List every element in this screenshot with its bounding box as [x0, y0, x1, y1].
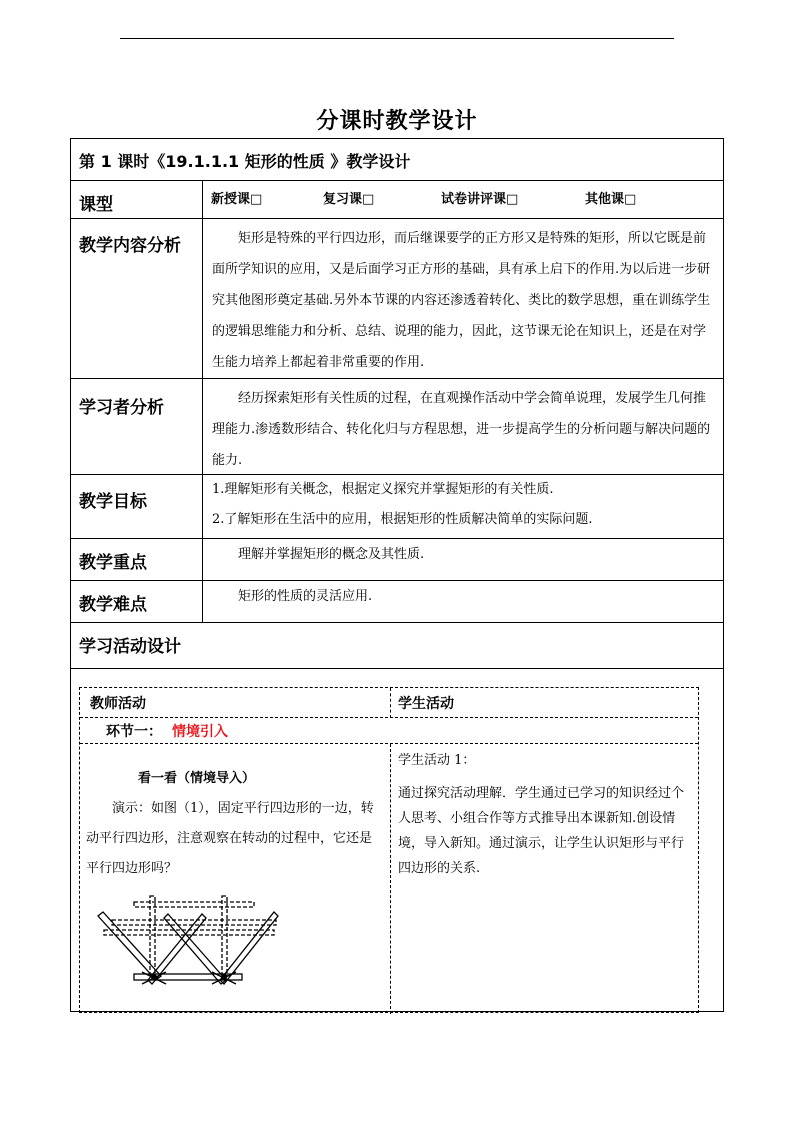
frame-bar	[98, 912, 161, 980]
student-activity-cell	[398, 748, 693, 881]
column-divider	[390, 744, 391, 1014]
objectives-list	[203, 475, 723, 538]
objective-item: 1.理解矩形有关概念，根据定义探究并掌握矩形的有关性质.	[212, 482, 554, 497]
content-analysis-row	[71, 219, 723, 379]
design-table	[70, 138, 724, 1012]
teacher-activity-header: 教师活动	[90, 696, 146, 712]
objective-item: 2.了解矩形在生活中的应用，根据矩形的性质解决简单的实际问题.	[212, 512, 593, 527]
stage-name: 情境引入	[172, 724, 228, 740]
difficulties-text: 矩形的性质的灵活应用.	[238, 589, 373, 604]
checkbox-icon: □	[624, 192, 637, 207]
teacher-activity-cell	[80, 744, 390, 1014]
course-type-label: 课型	[71, 181, 203, 218]
checkbox-icon: □	[250, 192, 263, 207]
key-points-row	[71, 539, 723, 581]
frame-bar	[222, 896, 227, 976]
difficulties-row	[71, 581, 723, 623]
content-analysis-text: 矩形是特殊的平行四边形，而后继课要学的正方形又是特殊的矩形，所以它既是前面所学知识的应用，又是后面学习正方形的基础，具有承上启下的作用.为以后进一步研究其他图形奠定基础.另外本节课的内容还渗透着转化、类比的数学思想，重在训练学生的逻辑思维能力和分析、总结、说理的能力，因此，这节课无论在知识上，还是在对学生能力培养上都起着非常重要的作用.	[212, 231, 711, 370]
activity-design-title: 学习活动设计	[79, 637, 181, 657]
student-activity-title: 学生活动 1：	[398, 753, 476, 768]
stage-row	[80, 718, 698, 744]
course-type-exam[interactable]: 试卷讲评课□	[441, 192, 519, 207]
rotating-parallelogram-figure	[94, 894, 294, 1004]
student-activity-text: 通过探究活动理解．学生通过已学习的知识经过个人思考、小组合作等方式推导出本课新知.创设情境，导入新知。通过演示，让学生认识矩形与平行四边形的关系.	[398, 786, 685, 876]
document-title: 分课时教学设计	[316, 109, 478, 134]
frame-bar	[134, 902, 254, 907]
activity-design-row	[71, 623, 723, 669]
look-title: 看一看（情境导入）	[138, 771, 256, 786]
course-type-other[interactable]: 其他课□	[585, 192, 637, 207]
learner-analysis-text: 经历探索矩形有关性质的过程，在直观操作活动中学会简单说理，发展学生几何推理能力.渗透数形结合、转化化归与方程思想，进一步提高学生的分析问题与解决问题的能力.	[212, 391, 711, 468]
stage-prefix: 环节一：	[106, 724, 162, 740]
checkbox-icon: □	[506, 192, 519, 207]
difficulties-label: 教学难点	[71, 581, 203, 622]
page-header-rule	[120, 38, 674, 39]
header-divider	[390, 688, 391, 718]
lesson-title-row	[71, 139, 723, 181]
course-type-row	[71, 181, 723, 219]
learner-analysis-row	[71, 379, 723, 475]
frame-bar	[220, 912, 278, 984]
key-points-text: 理解并掌握矩形的概念及其性质.	[238, 547, 425, 562]
course-type-review[interactable]: 复习课□	[323, 192, 375, 207]
activity-table	[79, 687, 699, 1013]
demo-text: 演示：如图（1），固定平行四边形的一边，转动平行四边形，注意观察在转动的过程中，它还是平行四边形吗？	[86, 801, 374, 876]
student-activity-header: 学生活动	[398, 696, 454, 712]
key-points-label: 教学重点	[71, 539, 203, 580]
objectives-label: 教学目标	[71, 475, 203, 538]
lesson-title: 第 1 课时《19.1.1.1 矩形的性质 》教学设计	[79, 152, 411, 171]
course-type-new[interactable]: 新授课□	[211, 192, 263, 207]
checkbox-icon: □	[362, 192, 375, 207]
content-analysis-label: 教学内容分析	[71, 219, 203, 378]
objectives-row	[71, 475, 723, 539]
activity-table-header	[80, 688, 698, 718]
learner-analysis-label: 学习者分析	[71, 379, 203, 474]
